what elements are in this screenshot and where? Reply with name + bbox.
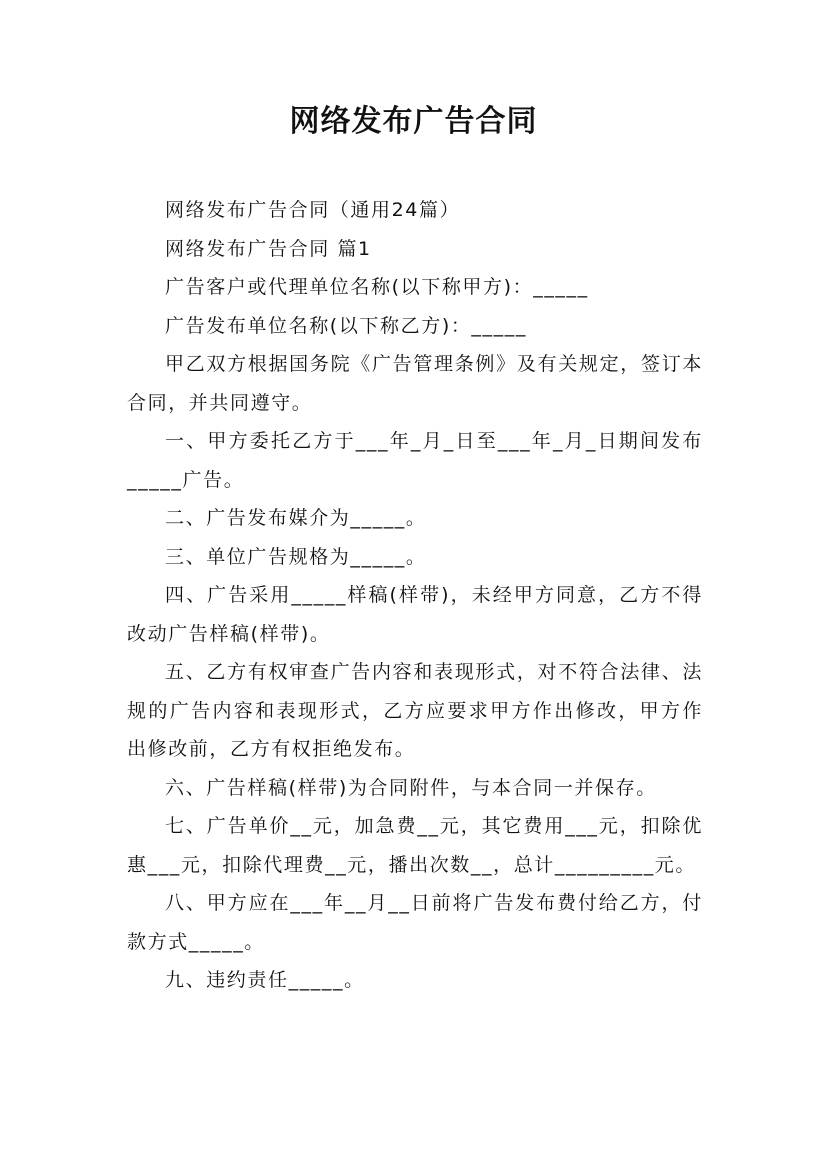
- clause-1: 一、甲方委托乙方于___年_月_日至___年_月_日期间发布_____广告。: [127, 430, 703, 491]
- subtitle-paragraph: 网络发布广告合同（通用24篇）: [165, 199, 461, 221]
- party-b-line: 广告发布单位名称(以下称乙方)：_____: [165, 314, 527, 337]
- clause-5: 五、乙方有权审查广告内容和表现形式，对不符合法律、法规的广告内容和表现形式，乙方应要求甲方作出修改，甲方作出修改前，乙方有权拒绝发布。: [127, 661, 703, 760]
- clause-3: 三、单位广告规格为_____。: [165, 545, 427, 568]
- party-a-line: 广告客户或代理单位名称(以下称甲方)：_____: [165, 276, 589, 298]
- clause-6: 六、广告样稿(样带)为合同附件，与本合同一并保存。: [165, 776, 657, 799]
- clause-7: 七、广告单价__元，加急费__元，其它费用___元，扣除优惠___元，扣除代理费__元，播出次数__，总计_________元。: [127, 815, 703, 876]
- clause-4: 四、广告采用_____样稿(样带)，未经甲方同意，乙方不得改动广告样稿(样带)。: [127, 584, 703, 645]
- document-title: 网络发布广告合同: [289, 104, 538, 139]
- preamble-paragraph: 甲乙双方根据国务院《广告管理条例》及有关规定，签订本合同，并共同遵守。: [127, 353, 703, 414]
- clause-8: 八、甲方应在___年__月__日前将广告发布费付给乙方，付款方式_____。: [127, 892, 703, 953]
- section-heading: 网络发布广告合同 篇1: [165, 237, 372, 260]
- clause-9: 九、违约责任_____。: [165, 969, 365, 991]
- clause-2: 二、广告发布媒介为_____。: [165, 507, 427, 529]
- document-body: [127, 191, 703, 1000]
